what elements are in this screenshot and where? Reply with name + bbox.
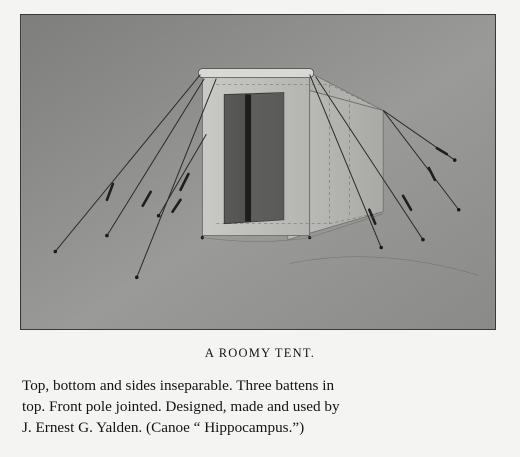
caption-line-3: J. Ernest G. Yalden. (Canoe “ Hippocampus.”) xyxy=(22,419,305,436)
tent-photograph xyxy=(20,14,496,330)
tent-illustration xyxy=(21,15,495,329)
top-batten xyxy=(198,69,313,78)
caption-line-2: top. Front pole jointed. Designed, made and used by xyxy=(22,398,340,415)
door-flap xyxy=(251,93,284,222)
figure-title: A ROOMY TENT. xyxy=(204,346,316,360)
caption-line-1: Top, bottom and sides inseparable. Three battens in xyxy=(22,377,335,394)
figure-caption xyxy=(22,375,502,438)
front-pole xyxy=(245,94,251,221)
